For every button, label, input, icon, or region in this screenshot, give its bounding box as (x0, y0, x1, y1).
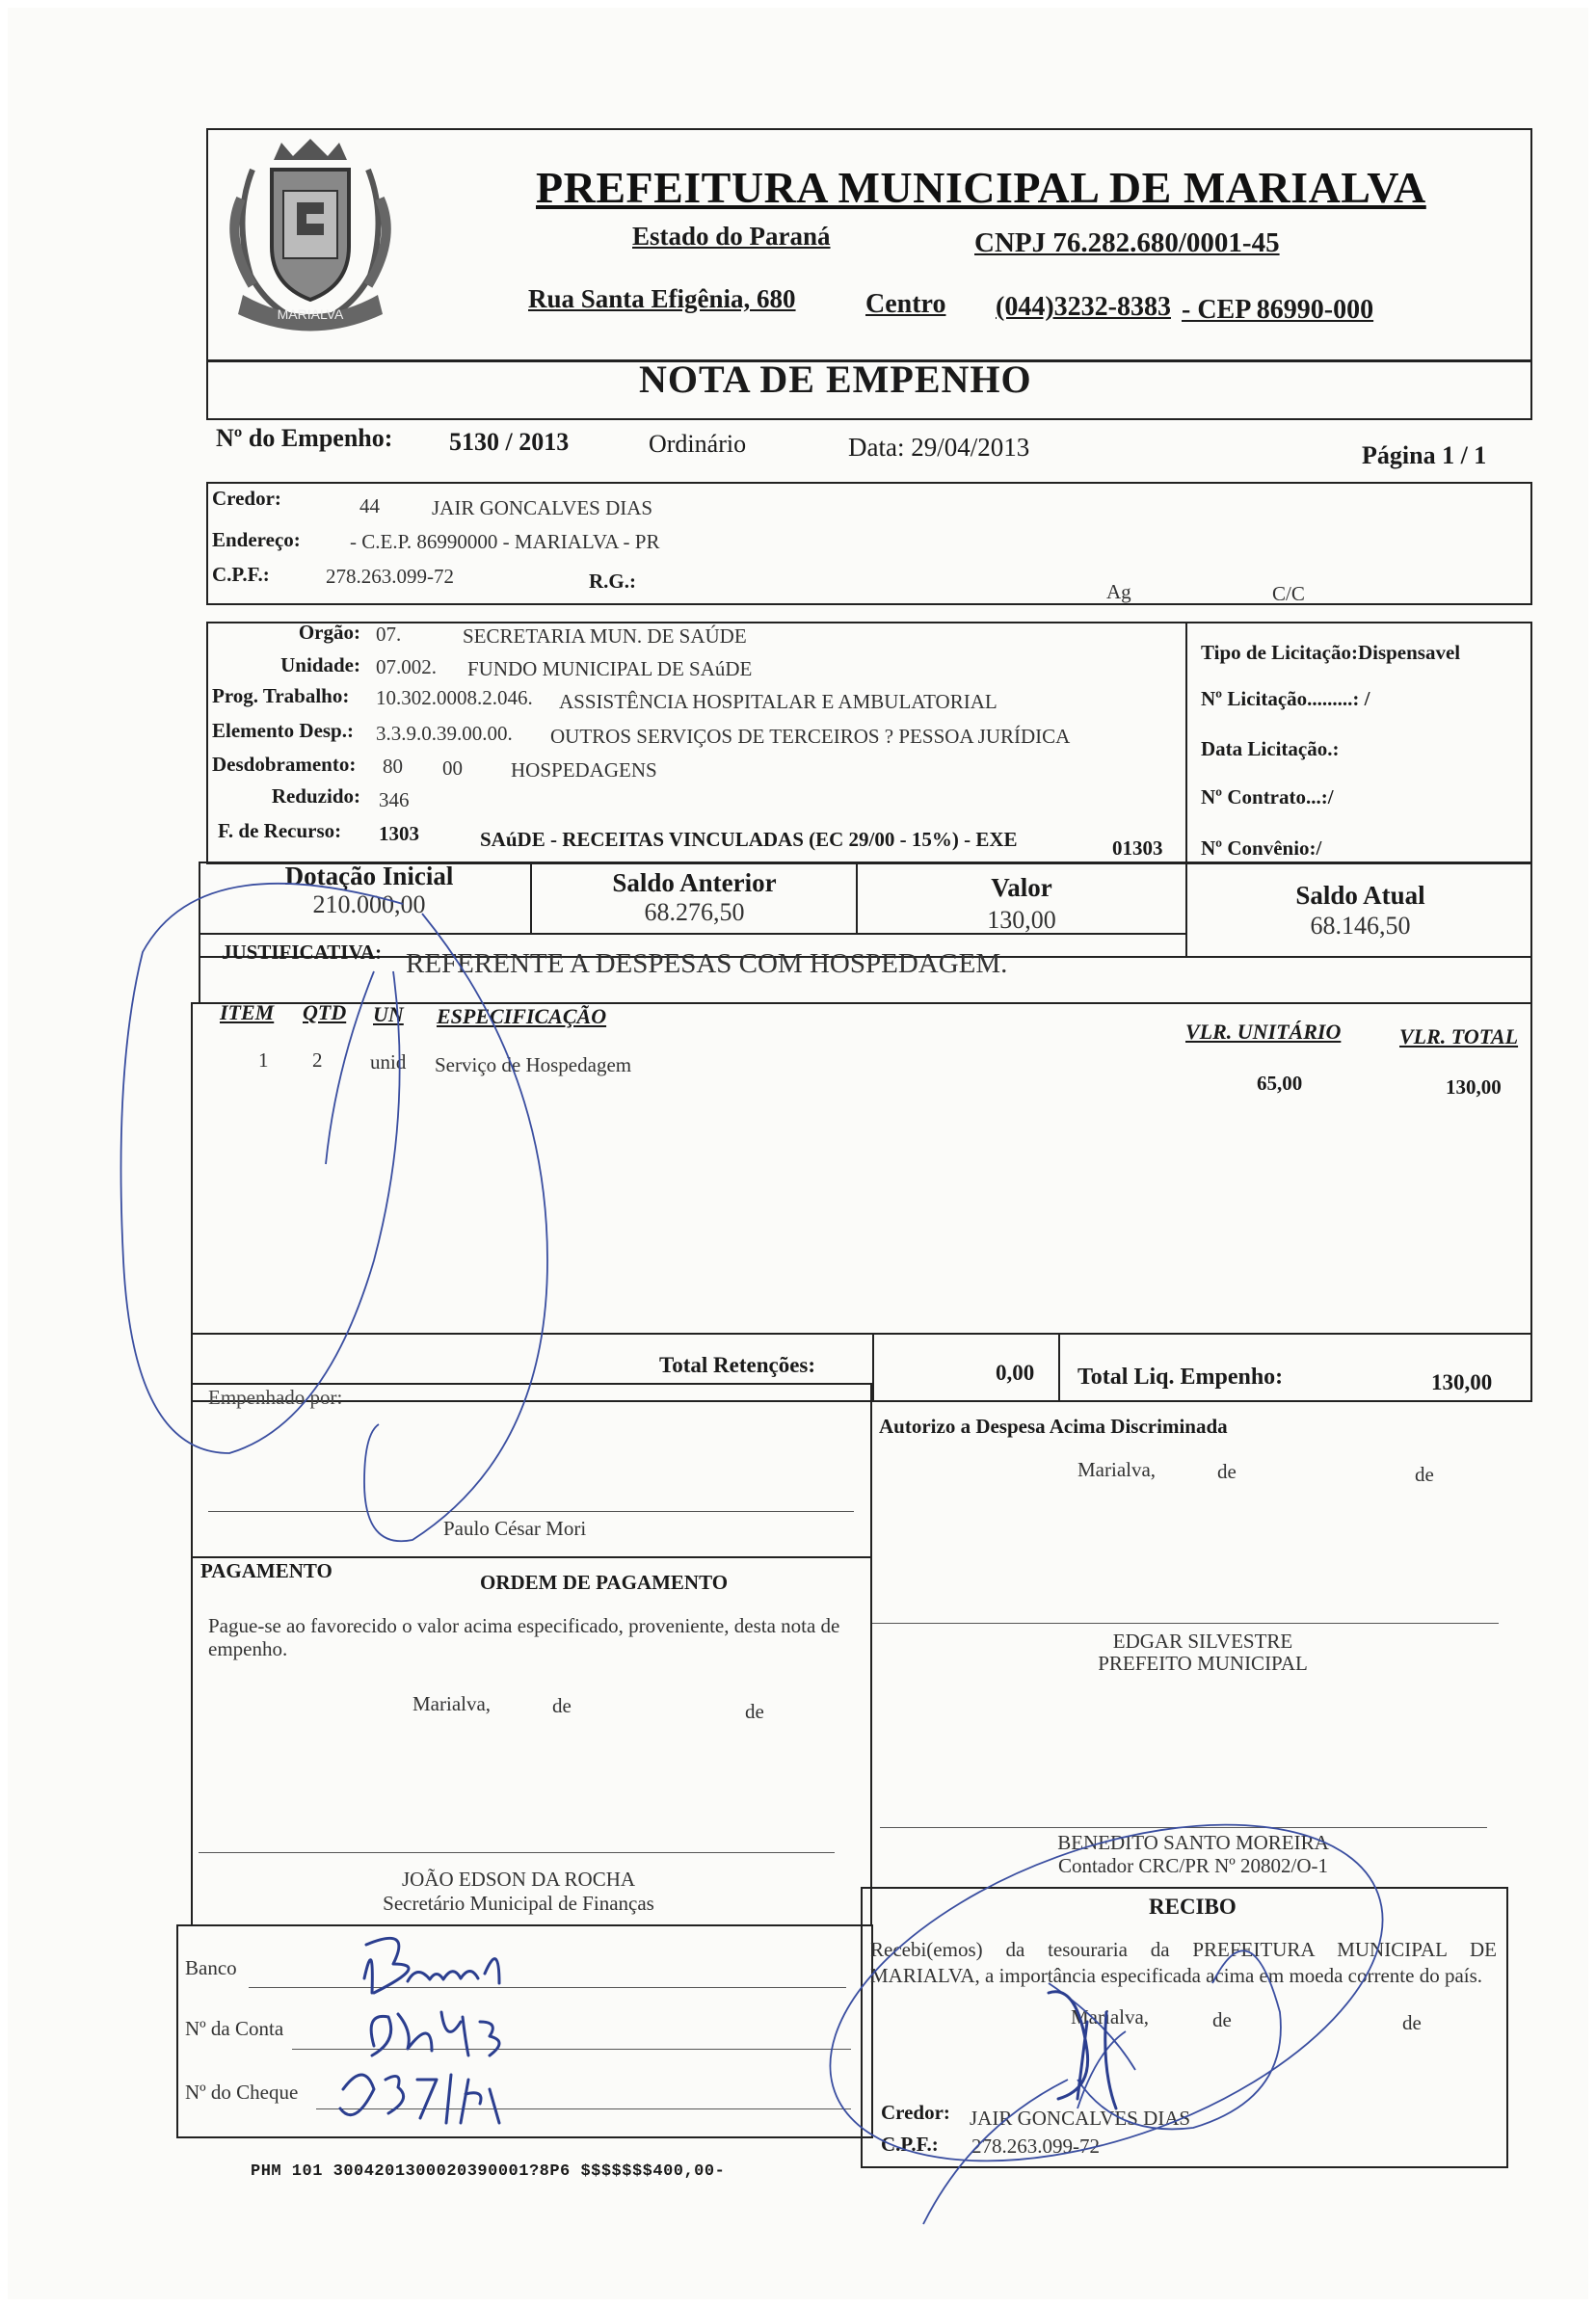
dotacao-inicial-label: Dotação Inicial (284, 862, 454, 890)
header-cep: - CEP 86990-000 (1182, 295, 1374, 325)
recibo-title: RECIBO (1149, 1895, 1237, 1919)
orgao-value: SECRETARIA MUN. DE SAÚDE (463, 624, 747, 648)
licitacao-numero: Nº Licitação.........: / (1201, 687, 1370, 710)
contador-role: Contador CRC/PR Nº 20802/O-1 (1057, 1854, 1329, 1877)
dotacao-inicial-value: 210.000,00 (312, 890, 426, 918)
page-number: Página 1 / 1 (1362, 441, 1487, 469)
fonte-number: 01303 (1112, 836, 1163, 860)
prog-value: ASSISTÊNCIA HOSPITALAR E AMBULATORIAL (559, 690, 998, 713)
elemento-label: Elemento Desp.: (212, 719, 354, 742)
header-district: Centro (865, 289, 946, 319)
autorizo-label: Autorizo a Despesa Acima Discriminada (879, 1415, 1228, 1438)
orgao-code: 07. (376, 623, 402, 646)
header-cnpj: CNPJ 76.282.680/0001-45 (974, 227, 1280, 258)
recibo-cpf-value: 278.263.099-72 (971, 2135, 1100, 2158)
handwriting-overlay (8, 8, 1588, 2299)
micr-line: PHM 101 3004201300020390001?8P6 $$$$$$$400,00- (251, 2162, 726, 2181)
pagamento-signer: JOÃO EDSON DA ROCHA (401, 1868, 636, 1891)
desdobramento-sub: 00 (442, 756, 463, 780)
items-header-esp: ESPECIFICAÇÃO (437, 1004, 607, 1028)
retencoes-value: 0,00 (996, 1361, 1035, 1385)
header-title: PREFEITURA MUNICIPAL DE MARIALVA (536, 163, 1426, 212)
orgao-label: Orgão: (298, 621, 360, 644)
header-phone: (044)3232-8383 (996, 292, 1171, 322)
cc-label: C/C (1272, 582, 1305, 605)
handwritten-banco (364, 1938, 499, 1993)
recibo-city: Marialva, (1071, 2005, 1150, 2029)
empenho-date: Data: 29/04/2013 (848, 433, 1030, 462)
items-header-total: VLR. TOTAL (1399, 1024, 1519, 1048)
total-liquido-value: 130,00 (1431, 1370, 1493, 1394)
empenhado-name: Paulo César Mori (443, 1517, 587, 1540)
cpf-value: 278.263.099-72 (326, 565, 454, 588)
contrato-numero: Nº Contrato...:/ (1201, 785, 1334, 809)
credor-name: JAIR GONCALVES DIAS (432, 496, 653, 519)
saldo-anterior-label: Saldo Anterior (612, 868, 777, 897)
desdobramento-code: 80 (383, 755, 403, 778)
reduzido-value: 346 (379, 788, 410, 811)
banco-label: Banco (185, 1956, 237, 1979)
empenhado-label: Empenhado por: (208, 1386, 343, 1409)
total-liquido-label: Total Liq. Empenho: (1077, 1365, 1284, 1390)
item-number: 1 (258, 1048, 269, 1072)
autorizo-role: PREFEITO MUNICIPAL (1098, 1652, 1308, 1675)
doc-title: NOTA DE EMPENHO (639, 358, 1032, 401)
cpf-label: C.P.F.: (212, 563, 270, 586)
retencoes-label: Total Retenções: (659, 1353, 816, 1377)
header-state: Estado do Paraná (632, 222, 831, 251)
recibo-text: Recebi(emos) da tesouraria da PREFEITURA MUNICIPAL DE MARIALVA, a importância especificada acima em moeda corrente do país. (870, 1938, 1497, 1987)
elemento-code: 3.3.9.0.39.00.00. (376, 722, 513, 745)
items-header-unit: VLR. UNITÁRIO (1185, 1020, 1342, 1044)
conta-label: Nº da Conta (185, 2017, 284, 2040)
pagamento-text: Pague-se ao favorecido o valor acima especificado, proveniente, desta nota de empenho. (208, 1614, 840, 1660)
fonte-value: SAúDE - RECEITAS VINCULADAS (EC 29/00 - 15%) - EXE (480, 828, 1018, 851)
item-description: Serviço de Hospedagem (435, 1053, 632, 1076)
recibo-de1: de (1212, 2008, 1232, 2031)
unidade-value: FUNDO MUNICIPAL DE SAúDE (467, 657, 753, 680)
fonte-code: 1303 (379, 822, 419, 845)
unidade-code: 07.002. (376, 655, 437, 678)
recibo-de2: de (1402, 2011, 1422, 2034)
autorizo-signer: EDGAR SILVESTRE (1112, 1630, 1293, 1653)
autorizo-de2: de (1415, 1463, 1434, 1486)
endereco-label: Endereço: (212, 528, 301, 551)
empenho-type: Ordinário (649, 430, 747, 458)
unidade-label: Unidade: (280, 653, 360, 676)
item-unit-price: 65,00 (1257, 1072, 1303, 1095)
credor-label: Credor: (212, 487, 281, 510)
justificativa-text: REFERENTE A DESPESAS COM HOSPEDAGEM. (406, 948, 1008, 979)
item-qtd: 2 (312, 1048, 323, 1072)
autorizo-city: Marialva, (1077, 1458, 1157, 1481)
pagamento-role: Secretário Municipal de Finanças (383, 1892, 654, 1915)
items-header-item: ITEM (220, 1000, 275, 1024)
recibo-credor-label: Credor: (881, 2101, 950, 2124)
items-header-un: UN (373, 1002, 404, 1026)
pagamento-city: Marialva, (412, 1692, 492, 1715)
pagamento-label: PAGAMENTO (200, 1559, 332, 1582)
saldo-atual-value: 68.146,50 (1310, 912, 1411, 940)
convenio-numero: Nº Convênio:/ (1201, 836, 1322, 860)
handwritten-cheque (340, 2075, 499, 2123)
desdobramento-value: HOSPEDAGENS (511, 758, 657, 782)
rg-label: R.G.: (589, 570, 636, 593)
valor-value: 130,00 (987, 906, 1056, 934)
valor-label: Valor (991, 873, 1052, 902)
saldo-anterior-value: 68.276,50 (644, 898, 745, 926)
ordem-pagamento-label: ORDEM DE PAGAMENTO (480, 1571, 729, 1594)
credor-code: 44 (359, 494, 380, 517)
recibo-credor-name: JAIR GONCALVES DIAS (970, 2107, 1191, 2130)
autorizo-de1: de (1217, 1460, 1237, 1483)
items-header-qtd: QTD (303, 1000, 347, 1024)
contador-name: BENEDITO SANTO MOREIRA (1057, 1831, 1329, 1854)
empenho-number: 5130 / 2013 (449, 428, 570, 456)
prog-code: 10.302.0008.2.046. (376, 686, 533, 709)
reduzido-label: Reduzido: (271, 784, 360, 808)
ag-label: Ag (1106, 580, 1131, 603)
handwritten-conta (371, 2012, 499, 2055)
licitacao-data: Data Licitação.: (1201, 737, 1340, 760)
empenho-label: Nº do Empenho: (216, 424, 393, 452)
pagamento-de1: de (552, 1694, 572, 1717)
licitacao-tipo: Tipo de Licitação:Dispensavel (1201, 641, 1461, 664)
justificativa-label: JUSTIFICATIVA: (222, 941, 383, 964)
elemento-value: OUTROS SERVIÇOS DE TERCEIROS ? PESSOA JURÍDICA (550, 725, 1071, 748)
item-unit: unid (370, 1050, 407, 1074)
fonte-label: F. de Recurso: (218, 819, 342, 842)
saldo-atual-label: Saldo Atual (1295, 881, 1425, 910)
recibo-cpf-label: C.P.F.: (881, 2133, 939, 2156)
item-total: 130,00 (1446, 1075, 1502, 1099)
pagamento-de2: de (745, 1700, 764, 1723)
desdobramento-label: Desdobramento: (212, 753, 357, 776)
prog-label: Prog. Trabalho: (212, 684, 350, 707)
seal-text: MARIALVA (277, 306, 344, 322)
cheque-label: Nº do Cheque (185, 2081, 299, 2104)
document-page (8, 8, 1588, 2299)
endereco-value: - C.E.P. 86990000 - MARIALVA - PR (350, 530, 660, 553)
header-address: Rua Santa Efigênia, 680 (528, 284, 796, 313)
